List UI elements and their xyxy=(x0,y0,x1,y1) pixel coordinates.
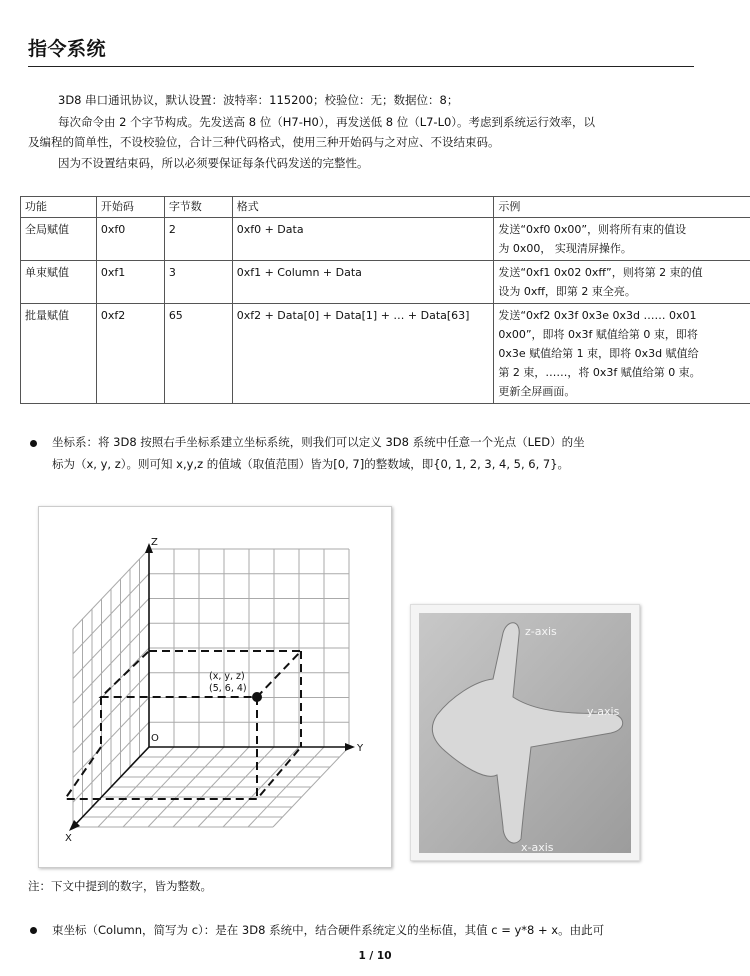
table-row xyxy=(21,218,750,261)
y-axis-label: y-axis xyxy=(587,705,620,718)
intro-line-4: 因为不设置结束码，所以必须要保证每条代码发送的完整性。 xyxy=(58,156,369,170)
cell-function: 批量赋值 xyxy=(21,304,97,404)
example-line: 为 0x00， 实现清屏操作。 xyxy=(498,242,632,255)
x-label: X xyxy=(65,833,72,844)
header-start-code: 开始码 xyxy=(96,197,164,218)
bullet-column-line: 束坐标（Column，简写为 c）：是在 3D8 系统中，结合硬件系统定义的坐标值，其值 c = y*8 + x。由此可 xyxy=(52,923,605,937)
header-function: 功能 xyxy=(21,197,97,218)
bullet-icon xyxy=(30,440,37,447)
cell-start-code: 0xf0 xyxy=(96,218,164,261)
example-line: 发送“0xf2 0x3f 0x3e 0x3d …… 0x01 xyxy=(498,309,697,322)
example-line: 0x3e 赋值给第 1 束，即将 0x3d 赋值给 xyxy=(498,347,699,360)
cell-example xyxy=(494,218,750,261)
table-row xyxy=(21,261,750,304)
point-value: (5, 6, 4) xyxy=(209,683,247,694)
right-hand-rule-photo xyxy=(410,604,640,861)
note: 注：下文中提到的数字，皆为整数。 xyxy=(28,879,212,893)
example-line: 发送“0xf1 0x02 0xff”，则将第 2 束的值 xyxy=(498,266,703,279)
header-byte-count: 字节数 xyxy=(164,197,232,218)
bullet-coordinate-line-2: 标为（x, y, z）。则可知 x,y,z 的值域（取值范围）皆为[0, 7]的整数域，即{0, 1, 2, 3, 4, 5, 6, 7}。 xyxy=(52,457,570,471)
z-label: Z xyxy=(151,537,158,548)
y-label: Y xyxy=(357,743,364,754)
example-line: 发送“0xf0 0x00”，则将所有束的值设 xyxy=(498,223,687,236)
cell-byte-count: 2 xyxy=(164,218,232,261)
intro-line-2: 每次命令由 2 个字节构成。先发送高 8 位（H7-H0），再发送低 8 位（L7-L0）。考虑到系统运行效率，以 xyxy=(58,115,596,129)
cell-format: 0xf2 + Data[0] + Data[1] + … + Data[63] xyxy=(232,304,494,404)
table-row xyxy=(21,304,750,404)
page-number: 1 / 10 xyxy=(358,950,392,962)
cell-example xyxy=(494,304,750,404)
cell-byte-count: 3 xyxy=(164,261,232,304)
x-axis-label: x-axis xyxy=(521,841,554,854)
cell-format: 0xf0 + Data xyxy=(232,218,494,261)
intro-line-3: 及编程的简单性，不设校验位，合计三种代码格式，使用三种开始码与之对应、不设结束码。 xyxy=(28,135,500,149)
cell-function: 全局赋值 xyxy=(21,218,97,261)
intro-line-1: 3D8 串口通讯协议，默认设置：波特率：115200；校验位：无；数据位：8； xyxy=(58,93,459,107)
bullet-icon xyxy=(30,927,37,934)
command-table xyxy=(20,196,750,404)
hand-illustration xyxy=(411,605,639,860)
z-axis-label: z-axis xyxy=(525,625,557,638)
page-title: 指令系统 xyxy=(28,38,107,60)
y-arrow-icon xyxy=(345,743,355,751)
table-header-row xyxy=(21,197,750,218)
cell-start-code: 0xf2 xyxy=(96,304,164,404)
coordinate-diagram xyxy=(38,506,392,868)
example-line: 设为 0xff，即第 2 束全亮。 xyxy=(498,285,636,298)
example-line: 第 2 束，……，将 0x3f 赋值给第 0 束。 xyxy=(498,366,701,379)
point-label: (x, y, z) xyxy=(209,671,245,682)
title-rule xyxy=(28,66,694,67)
point-marker xyxy=(252,692,262,702)
header-format: 格式 xyxy=(232,197,494,218)
header-example: 示例 xyxy=(494,197,750,218)
example-line: 0x00”，即将 0x3f 赋值给第 0 束，即将 xyxy=(498,328,698,341)
example-line: 更新全屏画面。 xyxy=(498,385,576,398)
dashed-box-top xyxy=(101,651,301,697)
cell-format: 0xf1 + Column + Data xyxy=(232,261,494,304)
cell-example xyxy=(494,261,750,304)
cell-byte-count: 65 xyxy=(164,304,232,404)
origin-label: O xyxy=(151,733,159,744)
bullet-coordinate-line-1: 坐标系：将 3D8 按照右手坐标系建立坐标系统，则我们可以定义 3D8 系统中任意一个光点（LED）的坐 xyxy=(52,435,585,449)
cell-start-code: 0xf1 xyxy=(96,261,164,304)
coordinate-diagram-svg xyxy=(39,507,391,867)
cell-function: 单束赋值 xyxy=(21,261,97,304)
